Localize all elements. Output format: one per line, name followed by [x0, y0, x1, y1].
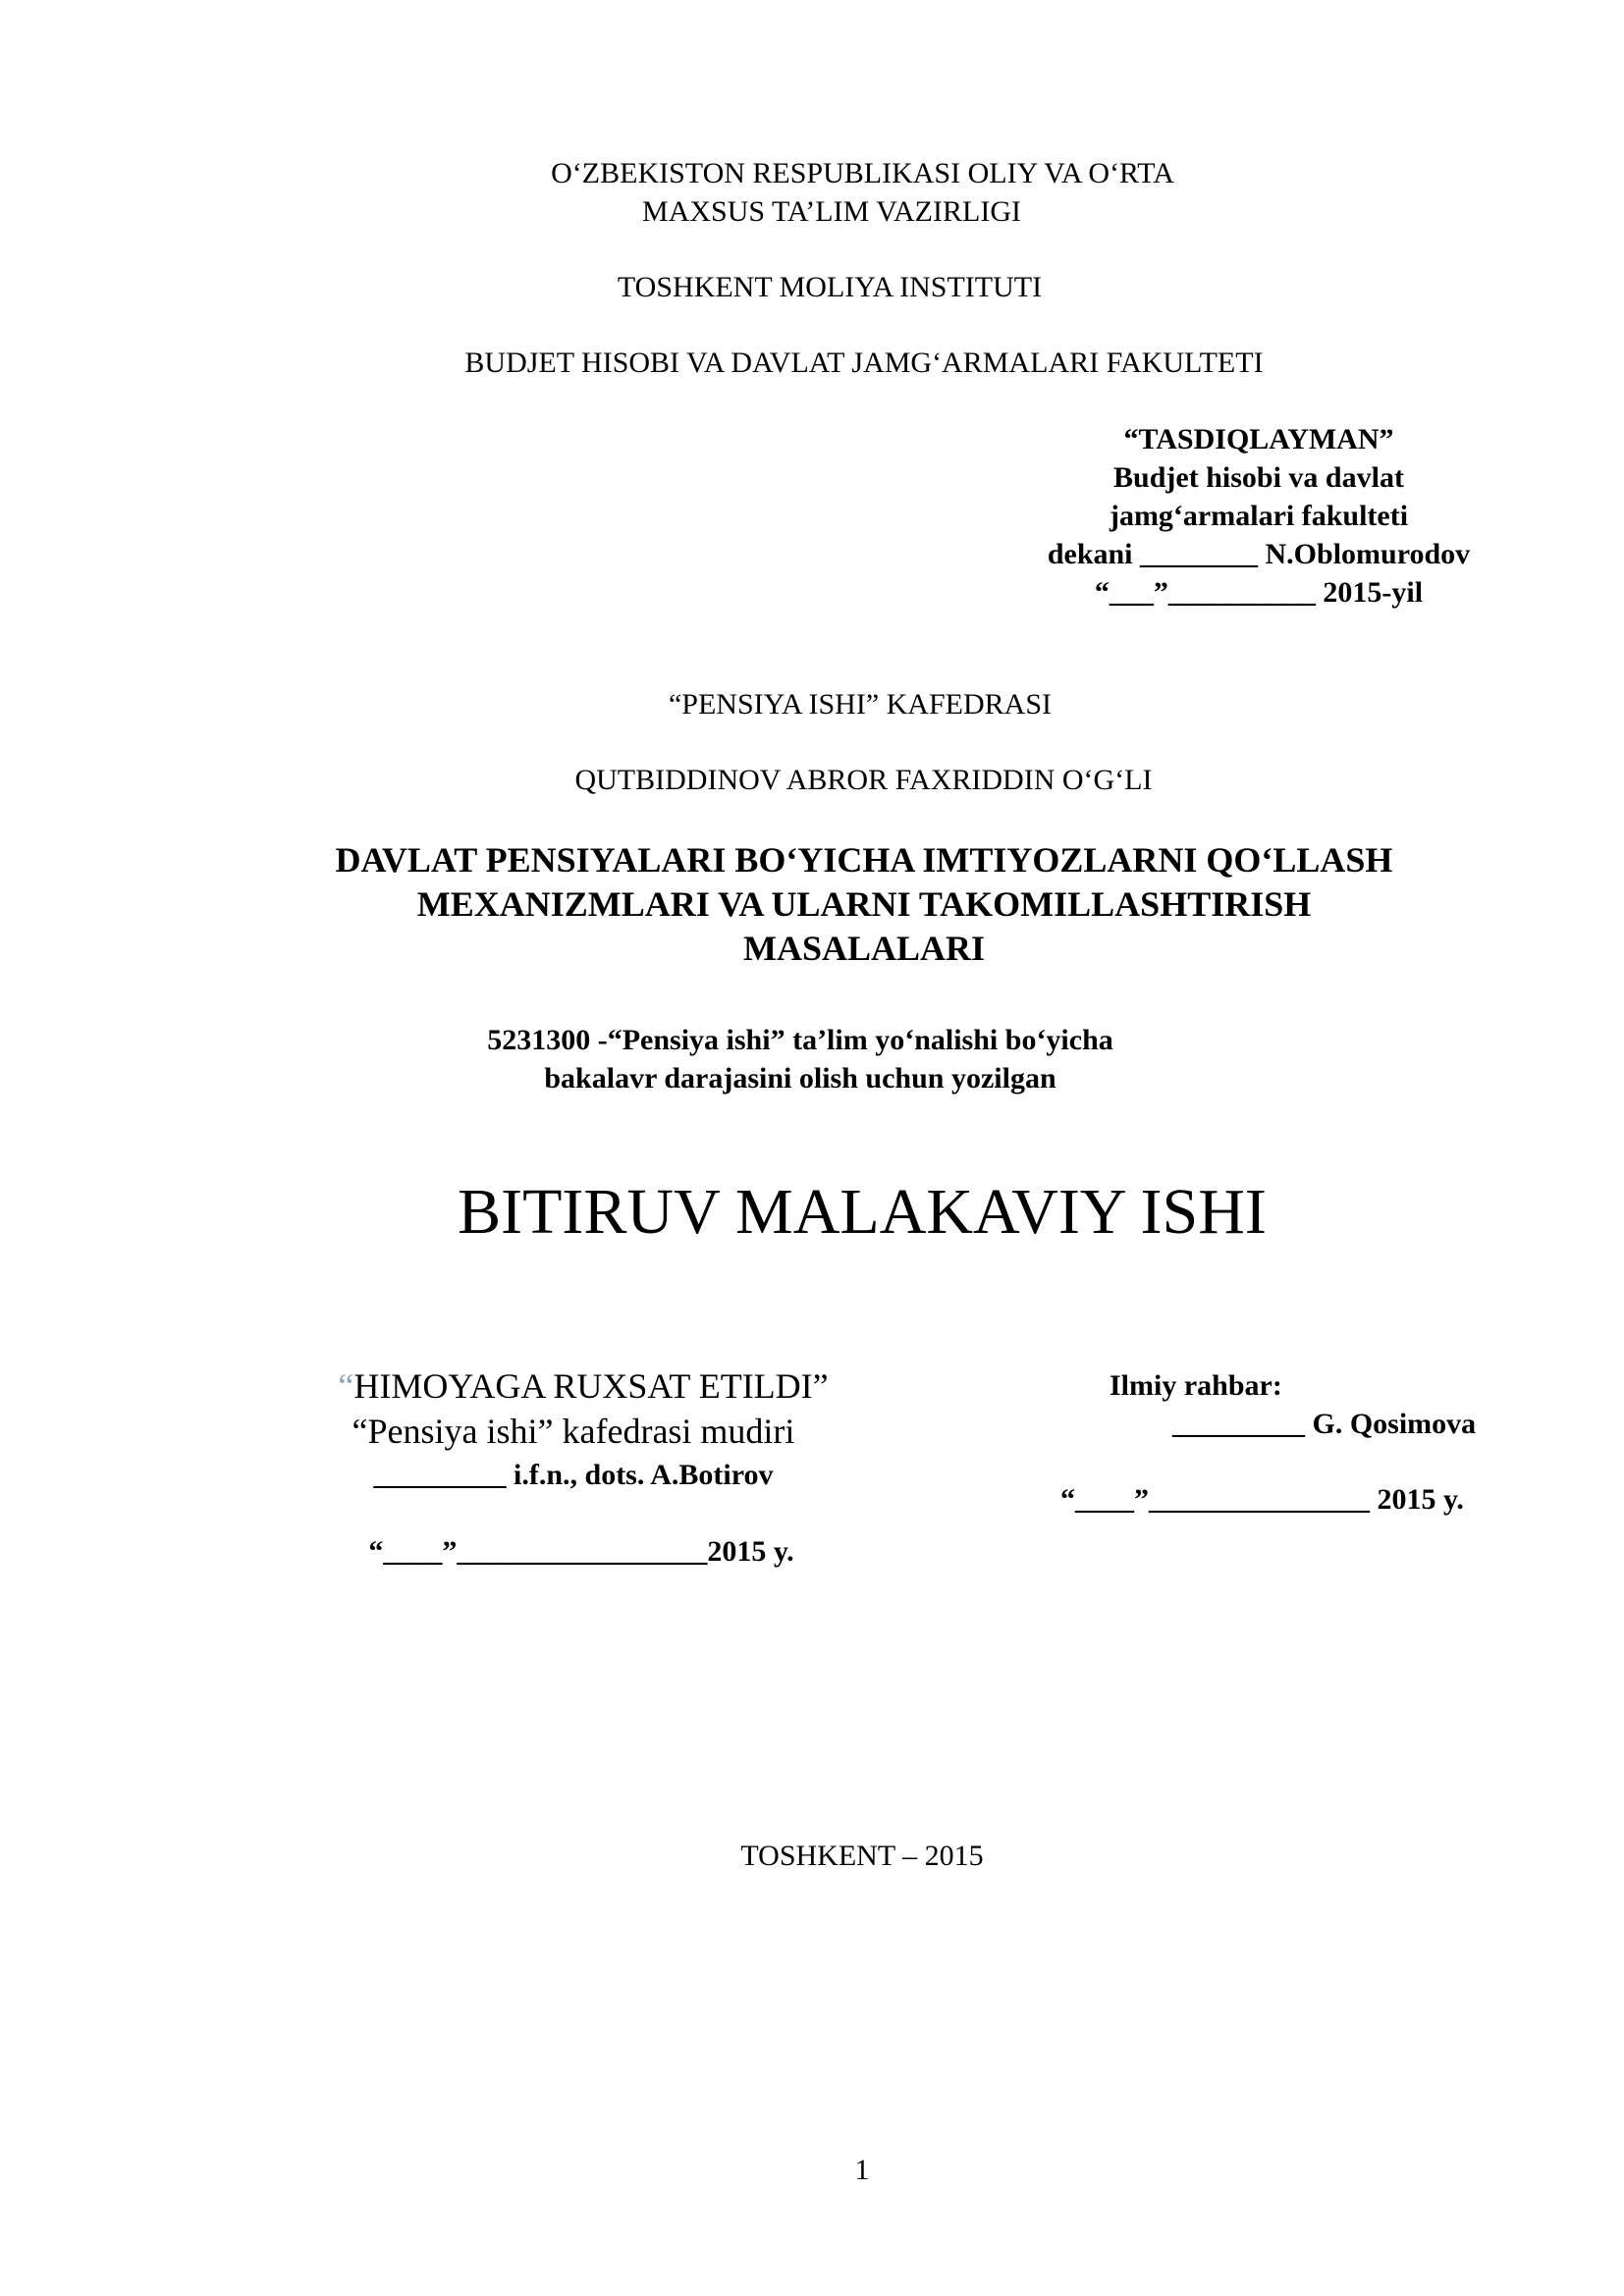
work-type-title: BITIRUV MALAKAVIY ISHI [458, 1176, 1267, 1248]
degree-line-2: bakalavr darajasini olish uchun yozilgan [544, 1062, 1056, 1095]
defense-heading-text: HIMOYAGA RUXSAT ETILDI” [353, 1366, 829, 1406]
faculty-name: BUDJET HISOBI VA DAVLAT JAMG‘ARMALARI FAKULTETI [464, 347, 1264, 379]
department-name: “PENSIYA ISHI” KAFEDRASI [668, 688, 1052, 721]
approval-line-3: dekani ________ N.Oblomurodov [1047, 538, 1471, 570]
supervisor-date: “____”_______________ 2015 y. [1060, 1483, 1464, 1516]
ministry-line-2: MAXSUS TA’LIM VAZIRLIGI [642, 195, 1021, 228]
page-number: 1 [854, 2154, 870, 2186]
approval-line-1: Budjet hisobi va davlat [1113, 461, 1404, 494]
institute-name: TOSHKENT MOLIYA INSTITUTI [617, 271, 1043, 303]
supervisor-heading: Ilmiy rahbar: [1110, 1369, 1282, 1402]
defense-date: “____”_________________2015 y. [368, 1535, 794, 1568]
approval-date: “___”__________ 2015-yil [1094, 576, 1424, 609]
place-year: TOSHKENT – 2015 [740, 1840, 984, 1872]
defense-line-2: _________ i.f.n., dots. A.Botirov [373, 1459, 774, 1491]
defense-open-quote: “ [338, 1366, 354, 1406]
defense-heading [0, 1368, 1166, 1404]
thesis-title-line-2: MEXANIZMLARI VA ULARNI TAKOMILLASHTIRISH [416, 884, 1312, 924]
defense-line-1: “Pensiya ishi” kafedrasi mudiri [352, 1412, 795, 1451]
degree-line-1: 5231300 -“Pensiya ishi” ta’lim yo‘nalishi bo‘yicha [487, 1024, 1113, 1056]
supervisor-name: _________ G. Qosimova [1172, 1408, 1477, 1440]
approval-heading: “TASDIQLAYMAN” [1123, 423, 1394, 455]
thesis-title-line-1: DAVLAT PENSIYALARI BO‘YICHA IMTIYOZLARNI QO‘LLASH [335, 840, 1393, 880]
approval-line-2: jamg‘armalari fakulteti [1109, 500, 1409, 532]
thesis-title-line-3: MASALALARI [742, 929, 986, 968]
ministry-line-1: O‘ZBEKISTON RESPUBLIKASI OLIY VA O‘RTA [551, 157, 1174, 189]
author-name: QUTBIDDINOV ABROR FAXRIDDIN O‘G‘LI [574, 764, 1153, 796]
